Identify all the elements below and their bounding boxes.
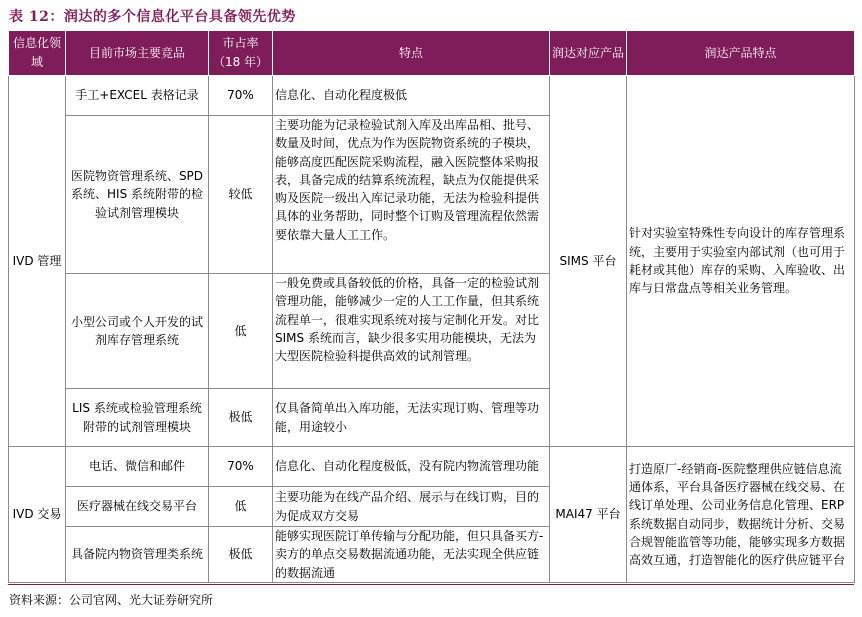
features-cell: 一般免费或具备较低的价格，具备一定的检验试剂管理功能，能够减少一定的人工工作量，但其系统流程单一，很难实现系统对接与定制化开发。对比 SIMS 系统而言，缺少很多实用功能模块，无法为大型医院检验科提供高效的试剂管理。 (273, 274, 550, 389)
share-cell: 70% (209, 76, 273, 116)
features-cell: 仅具备简单出入库功能，无法实现订购、管理等功能，用途较小 (273, 389, 550, 447)
features-cell: 能够实现医院订单传输与分配功能，但只具备买方-卖方的单点交易数据流通功能，无法实现全供应链的数据流通 (273, 527, 550, 583)
share-cell: 70% (209, 447, 273, 487)
runda-product-cell: SIMS 平台 (550, 76, 627, 447)
header-share: 市占率（18 年） (209, 31, 273, 76)
product-cell: 医疗器械在线交易平台 (66, 487, 209, 527)
domain-cell: IVD 交易 (9, 447, 66, 583)
domain-cell: IVD 管理 (9, 76, 66, 447)
table-row (9, 76, 855, 116)
share-cell: 极低 (209, 527, 273, 583)
runda-product-cell: MAI47 平台 (550, 447, 627, 583)
product-cell: 小型公司或个人开发的试剂库存管理系统 (66, 274, 209, 389)
share-cell: 低 (209, 487, 273, 527)
footer-divider (8, 584, 854, 585)
header-row (9, 31, 855, 76)
product-cell: 具备院内物资管理类系统 (66, 527, 209, 583)
share-cell: 较低 (209, 116, 273, 274)
features-cell: 信息化、自动化程度极低，没有院内物流管理功能 (273, 447, 550, 487)
table-title: 表 12：润达的多个信息化平台具备领先优势 (9, 9, 296, 25)
product-cell: LIS 系统或检验管理系统附带的试剂管理模块 (66, 389, 209, 447)
product-cell: 医院物资管理系统、SPD 系统、HIS 系统附带的检验试剂管理模块 (66, 116, 209, 274)
features-cell: 主要功能为在线产品介绍、展示与在线订购，目的为促成双方交易 (273, 487, 550, 527)
product-cell: 电话、微信和邮件 (66, 447, 209, 487)
header-runda-features: 润达产品特点 (627, 31, 855, 76)
share-cell: 低 (209, 274, 273, 389)
table-row (9, 447, 855, 487)
header-runda-product: 润达对应产品 (550, 31, 627, 76)
header-domain: 信息化领域 (9, 31, 66, 76)
share-cell: 极低 (209, 389, 273, 447)
product-cell: 手工+EXCEL 表格记录 (66, 76, 209, 116)
runda-features-cell: 打造原厂-经销商-医院整理供应链信息流通体系，平台具备医疗器械在线交易、在线订单处理、公司业务信息化管理、ERP 系统数据自动同步，数据统计分析、交易合规智能监管等功能，能够实现多方数据高效互通，打造智能化的医疗供应链平台 (627, 447, 855, 583)
header-features: 特点 (273, 31, 550, 76)
features-cell: 主要功能为记录检验试剂入库及出库品相、批号、数量及时间，优点为作为医院物资系统的子模块，能够高度匹配医院采购流程，融入医院整体采购报表，具备完成的结算系统流程，缺点为仅能提供采购及医院一级出入库记录功能，无法为检验科提供具体的业务帮助，同时整个订购及管理流程依然需要依靠大量人工工作。 (273, 116, 550, 274)
features-cell: 信息化、自动化程度极低 (273, 76, 550, 116)
header-products: 目前市场主要竞品 (66, 31, 209, 76)
comparison-table (8, 30, 855, 583)
runda-features-cell: 针对实验室特殊性专向设计的库存管理系统，主要用于实验室内部试剂（也可用于耗材或其他）库存的采购、入库验收、出库与日常盘点等相关业务管理。 (627, 76, 855, 447)
source-note: 资料来源：公司官网、光大证券研究所 (9, 593, 214, 607)
